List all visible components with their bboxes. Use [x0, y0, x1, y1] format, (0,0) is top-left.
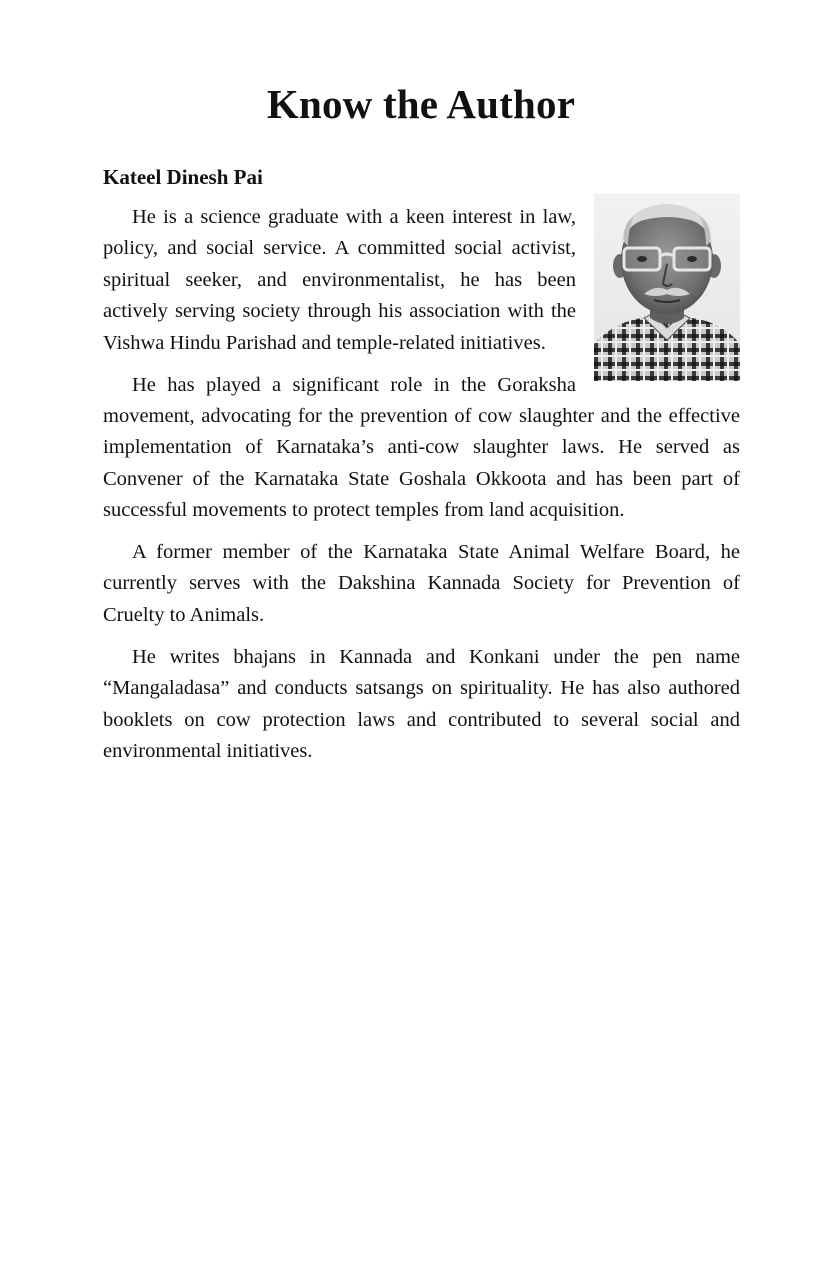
bio-paragraph-2: He has played a significant role in the Goraksha movement, advocating for the prevention of cow slaughter and the effective implementation of Karnataka’s anti-cow slaughter laws. He served as Convener of the Karnataka State Goshala Okkoota and has been part of successful movements to protect temples from land acquisition.: [103, 373, 740, 522]
bio-paragraph-4: He writes bhajans in Kannada and Konkani under the pen name “Mangaladasa” and conducts satsangs on spirituality. He has also authored booklets on cow protection laws and contributed to several social and environmental initiatives.: [103, 645, 740, 762]
bio-paragraph-3: A former member of the Karnataka State Animal Welfare Board, he currently serves with the Dakshina Kannada Society for Prevention of Cruelty to Animals.: [103, 541, 740, 626]
bio-paragraph-1: He is a science graduate with a keen interest in law, policy, and social service. A committed social activist, spiritual seeker, and environmentalist, he has been actively serving society through his association with the Vishwa Hindu Parishad and temple-related initiatives.: [103, 206, 576, 354]
page-title: Know the Author: [266, 81, 576, 127]
author-photo: [594, 194, 740, 381]
author-bio-section: [103, 160, 740, 778]
author-portrait-icon: [594, 194, 740, 381]
author-name: Kateel Dinesh Pai: [103, 165, 263, 189]
